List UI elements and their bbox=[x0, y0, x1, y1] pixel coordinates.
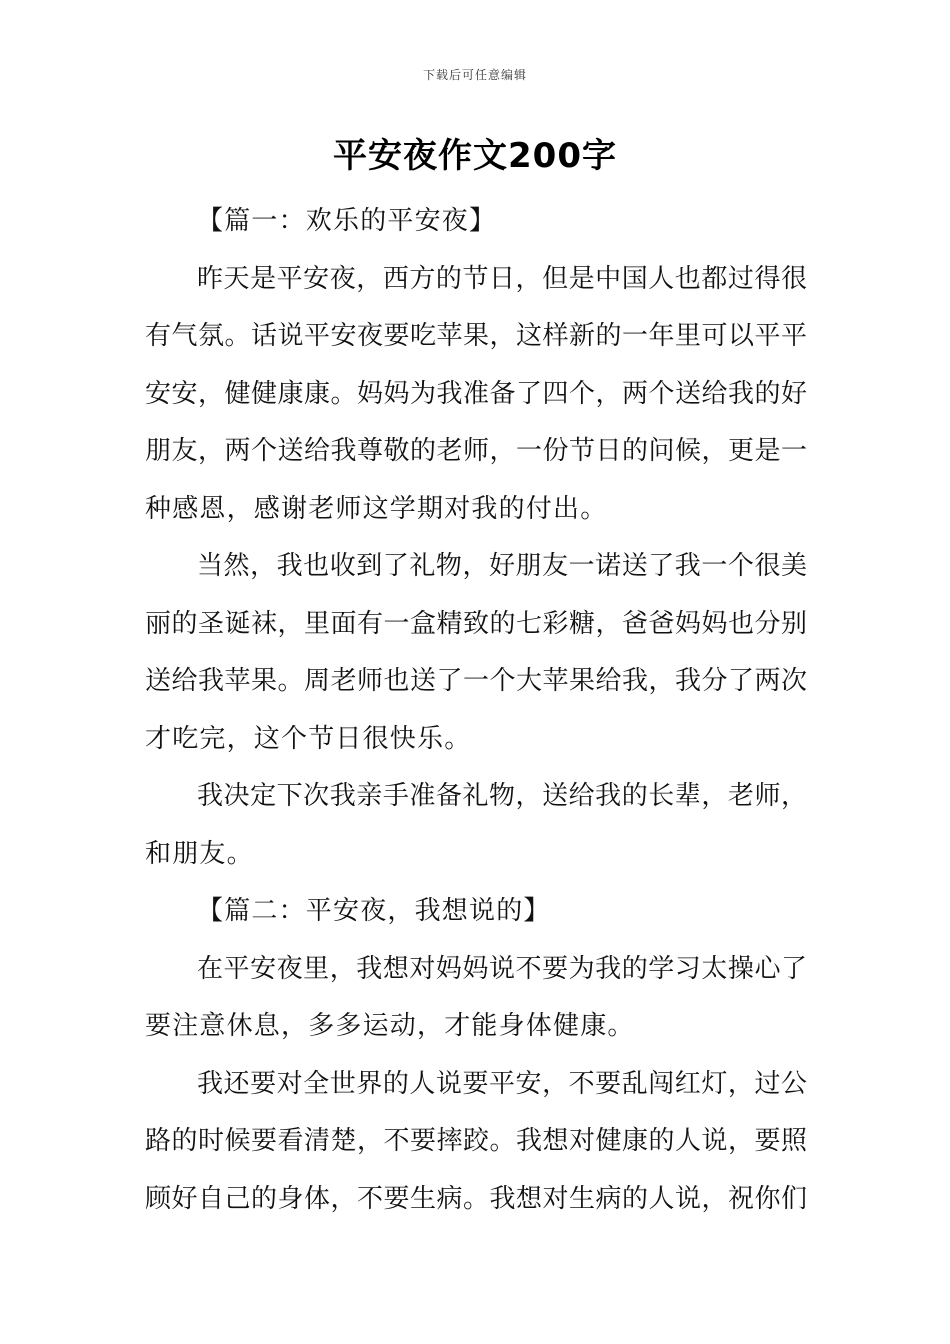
paragraph-line: 在平安夜里，我想对妈妈说不要为我的学习太操心了 bbox=[197, 953, 807, 984]
paragraph-line: 种感恩，感谢老师这学期对我的付出。 bbox=[145, 493, 608, 524]
paragraph-line: 丽的圣诞袜，里面有一盒精致的七彩糖，爸爸妈妈也分别 bbox=[145, 608, 807, 639]
paragraph-line: 才吃完，这个节日很快乐。 bbox=[145, 723, 472, 754]
document-title: 平安夜作文200字 bbox=[333, 136, 617, 176]
paragraph-line: 我还要对全世界的人说要平安，不要乱闯红灯，过公 bbox=[197, 1068, 807, 1099]
paragraph-line: 和朋友。 bbox=[145, 838, 254, 869]
paragraph-line: 我决定下次我亲手准备礼物，送给我的长辈，老师， bbox=[197, 781, 807, 811]
paragraph-line: 安安，健健康康。妈妈为我准备了四个，两个送给我的好 bbox=[145, 378, 807, 409]
paragraph-line: 送给我苹果。周老师也送了一个大苹果给我，我分了两次 bbox=[145, 666, 807, 696]
section-heading-1: 【篇一：欢乐的平安夜】 bbox=[197, 206, 497, 236]
paragraph-line: 要注意休息，多多运动，才能身体健康。 bbox=[145, 1011, 635, 1041]
paragraph-line: 昨天是平安夜，西方的节日，但是中国人也都过得很 bbox=[197, 263, 807, 294]
section-heading-2: 【篇二：平安夜，我想说的】 bbox=[197, 896, 551, 926]
paragraph-line: 朋友，两个送给我尊敬的老师，一份节日的问候，更是一 bbox=[145, 436, 807, 466]
header-note: 下载后可任意编辑 bbox=[422, 68, 527, 82]
paragraph-line: 当然，我也收到了礼物，好朋友一诺送了我一个很美 bbox=[197, 551, 807, 581]
paragraph-line: 有气氛。话说平安夜要吃苹果，这样新的一年里可以平平 bbox=[145, 321, 807, 351]
paragraph-line: 路的时候要看清楚，不要摔跤。我想对健康的人说，要照 bbox=[145, 1126, 807, 1156]
document-body bbox=[145, 193, 807, 1228]
paragraph-line: 顾好自己的身体，不要生病。我想对生病的人说，祝你们 bbox=[145, 1183, 807, 1214]
